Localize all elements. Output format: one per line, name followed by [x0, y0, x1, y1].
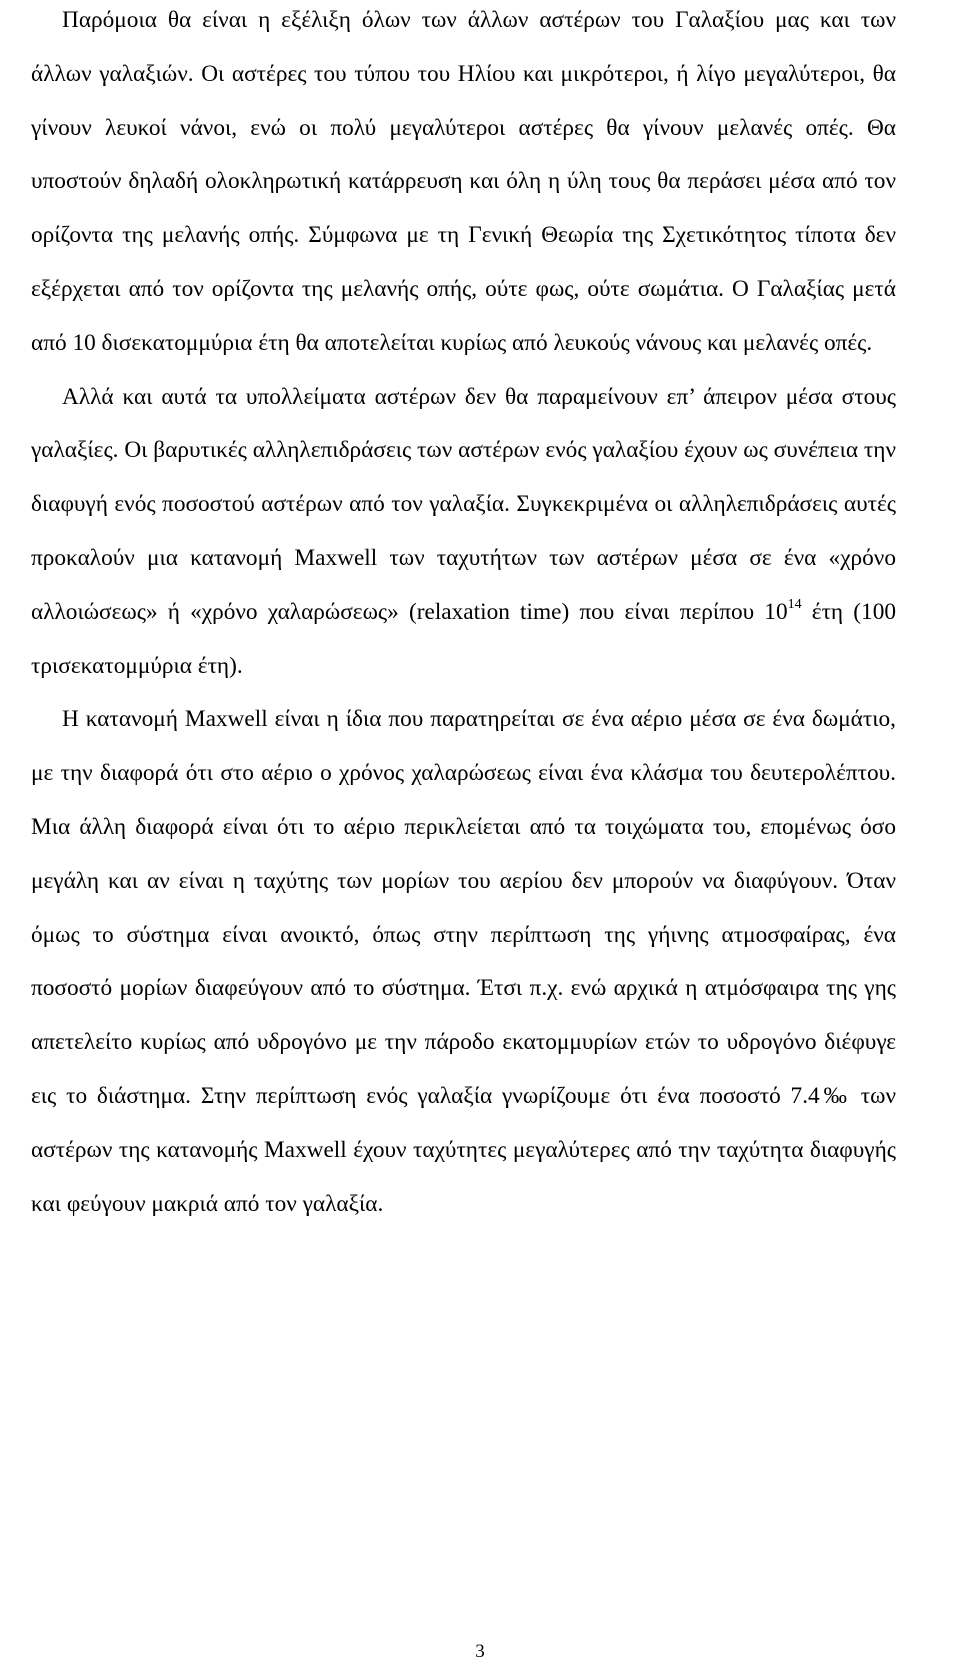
paragraph-text-continued: έτη (100 τρισεκατομμύρια έτη).: [31, 598, 896, 679]
paragraph-stellar-evolution: [31, 0, 896, 371]
paragraph-text: Η κατανομή Maxwell είναι η ίδια που παρατηρείται σε ένα αέριο μέσα σε ένα δωμάτιο, με την διαφορά ότι στο αέριο ο χρόνος χαλαρώσεως είναι ένα κλάσμα του δευτερολέπτου. Μια άλλη διαφορά είναι ότι το αέριο περικλείεται από τα τοιχώματα του, επομένως όσο μεγάλη και αν είναι η ταχύτης των μορίων του αερίου δεν μπορούν να διαφύγουν. Όταν όμως το σύστημα είναι ανοικτό, όπως στην περίπτωση της γήινης ατμοσφαίρας, ένα ποσοστό μορίων διαφεύγουν από το σύστημα. Έτσι π.χ. ενώ αρχικά η ατμόσφαιρα της γης απετελείτο κυρίως από υδρογόνο με την πάροδο εκατομμυρίων ετών το υδρογόνο διέφυγε εις το διάστημα. Στην περίπτωση ενός γαλαξία γνωρίζουμε ότι ένα ποσοστό 7.4‰ των αστέρων της κατανομής Maxwell έχουν ταχύτητες μεγαλύτερες από την ταχύτητα διαφυγής και φεύγουν μακριά από τον γαλαξία.: [31, 706, 896, 1217]
exponent: 14: [787, 596, 802, 612]
paragraph-maxwell-distribution: [31, 693, 896, 1231]
page-number: 3: [475, 1641, 485, 1662]
paragraph-text: Παρόμοια θα είναι η εξέλιξη όλων των άλλων αστέρων του Γαλαξίου μας και των άλλων γαλαξιών. Οι αστέρες του τύπου του Ηλίου και μικρότεροι, ή λίγο μεγαλύτεροι, θα γίνουν λευκοί νάνοι, ενώ οι πολύ μεγαλύτεροι αστέρες θα γίνουν μελανές οπές. Θα υποστούν δηλαδή ολοκληρωτική κατάρρευση και όλη η ύλη τους θα περάσει μέσα από τον ορίζοντα της μελανής οπής. Σύμφωνα με τη Γενική Θεωρία της Σχετικότητος τίποτα δεν εξέρχεται από τον ορίζοντα της μελανής οπής, ούτε φως, ούτε σωμάτια. Ο Γαλαξίας μετά από 10 δισεκατομμύρια έτη θα αποτελείται κυρίως από λευκούς νάνους και μελανές οπές.: [31, 7, 896, 356]
paragraph-text: Αλλά και αυτά τα υπολλείματα αστέρων δεν θα παραμείνουν επ’ άπειρον μέσα στους γαλαξίες. Οι βαρυτικές αλληλεπιδράσεις των αστέρων ενός γαλαξίου έχουν ως συνέπεια την διαφυγή ενός ποσοστού αστέρων από τον γαλαξία. Συγκεκριμένα οι αλληλεπιδράσεις αυτές προκαλούν μια κατανομή Maxwell των ταχυτήτων των αστέρων μέσα σε ένα «χρόνο αλλοιώσεως» ή «χρόνο χαλαρώσεως» (relaxation time) που είναι περίπου 10: [31, 383, 896, 625]
paragraph-galactic-escape: [31, 371, 896, 694]
document-page: [31, 0, 896, 1231]
